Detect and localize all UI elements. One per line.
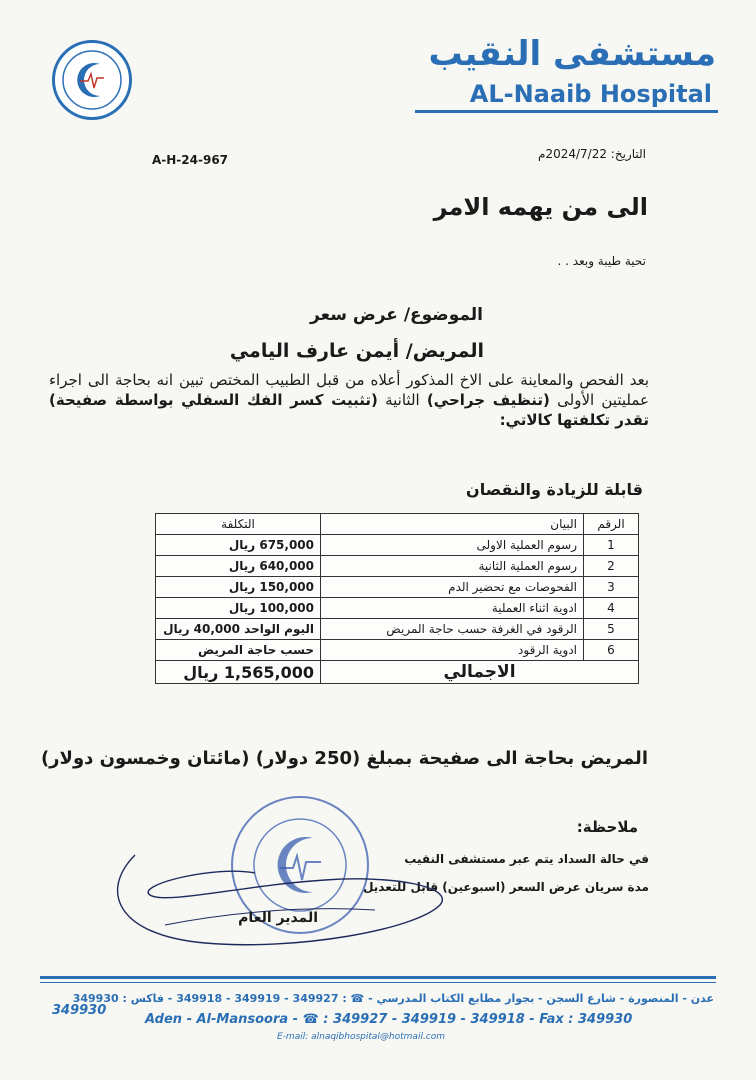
hospital-name-arabic: مستشفى النقيب xyxy=(428,34,716,74)
table-row xyxy=(156,535,639,556)
row-desc: ادوية الرقود xyxy=(321,640,584,661)
note-heading: ملاحظة: xyxy=(576,818,638,836)
letter-body xyxy=(49,370,649,430)
row-cost: 100,000 ريال xyxy=(156,598,321,619)
header-cost: التكلفة xyxy=(156,514,321,535)
table-row xyxy=(156,598,639,619)
patient-name: المريض/ أيمن عارف اليامي xyxy=(229,340,484,362)
footer-divider-thin xyxy=(40,982,716,983)
table-row xyxy=(156,556,639,577)
row-desc: الفحوصات مع تحضير الدم xyxy=(321,577,584,598)
body-part-2: (تنظيف جراحي) xyxy=(426,391,550,409)
row-no: 2 xyxy=(584,556,639,577)
footer-address-arabic: عدن - المنصورة - شارع السجن - بجوار مطابع الكتاب المدرسي - ☎ : 349927 - 349919 - 349918 - فاكس : 349930 xyxy=(72,992,714,1005)
row-cost: حسب حاجة المريض xyxy=(156,640,321,661)
row-cost: 640,000 ريال xyxy=(156,556,321,577)
table-header-row xyxy=(156,514,639,535)
row-no: 3 xyxy=(584,577,639,598)
note-payment: في حالة السداد يتم عبر مستشفى النقيب xyxy=(404,852,649,866)
row-cost: اليوم الواحد 40,000 ريال xyxy=(156,619,321,640)
hospital-name-english: AL-Naaib Hospital xyxy=(469,80,712,108)
general-manager-label: المدير العام xyxy=(238,910,318,926)
reference-number: A-H-24-967 xyxy=(152,153,229,167)
greeting: تحية طيبة وبعد . . xyxy=(557,254,646,268)
note-validity: مدة سريان عرض السعر (اسبوعين) قابل للتعديل xyxy=(363,880,649,894)
subject-line: الموضوع/ عرض سعر xyxy=(310,305,483,325)
total-label: الاجمالي xyxy=(321,661,639,684)
body-part-4: (تثبيت كسر الفك السفلي بواسطة صفيحة) تقدر تكلفتها كالاتي: xyxy=(49,391,649,429)
header-divider xyxy=(415,110,718,113)
footer-address-english: Aden - Al-Mansoora - ☎ : 349927 - 349919 - 349918 - Fax : 349930 xyxy=(145,1012,633,1027)
body-part-3: الثانية xyxy=(377,391,427,409)
table-total-row xyxy=(156,661,639,684)
row-desc: الرقود في الغرفة حسب حاجة المريض xyxy=(321,619,584,640)
body-part-1: بعد الفحص والمعاينة على الاخ المذكور أعلاه من قبل الطبيب المختص تبين انه بحاجة الى اجراء عمليتين الأولى xyxy=(49,371,649,409)
footer-divider xyxy=(40,976,716,979)
price-table xyxy=(155,513,639,684)
table-row xyxy=(156,577,639,598)
plate-cost-statement: المريض بحاجة الى صفيحة بمبلغ (250 دولار) (مائتان وخمسون دولار) xyxy=(40,748,648,769)
footer-email: E-mail: alnaqibhospital@hotmail.com xyxy=(277,1032,446,1042)
signature-icon xyxy=(95,835,455,955)
row-desc: رسوم العملية الاولى xyxy=(321,535,584,556)
letter-addressee: الى من يهمه الامر xyxy=(433,193,648,221)
row-no: 1 xyxy=(584,535,639,556)
row-desc: رسوم العملية الثانية xyxy=(321,556,584,577)
table-row xyxy=(156,640,639,661)
table-row xyxy=(156,619,639,640)
row-cost: 675,000 ريال xyxy=(156,535,321,556)
row-no: 4 xyxy=(584,598,639,619)
table-title: قابلة للزيادة والنقصان xyxy=(466,480,643,499)
row-no: 6 xyxy=(584,640,639,661)
hospital-logo-icon xyxy=(52,40,132,120)
total-value: 1,565,000 ريال xyxy=(156,661,321,684)
row-no: 5 xyxy=(584,619,639,640)
letter-date: التاريخ: 2024/7/22م xyxy=(538,147,646,161)
row-cost: 150,000 ريال xyxy=(156,577,321,598)
header-desc: البيان xyxy=(321,514,584,535)
footer-fax-number: 349930 xyxy=(52,1003,107,1018)
row-desc: ادوية اثناء العملية xyxy=(321,598,584,619)
header-no: الرقم xyxy=(584,514,639,535)
